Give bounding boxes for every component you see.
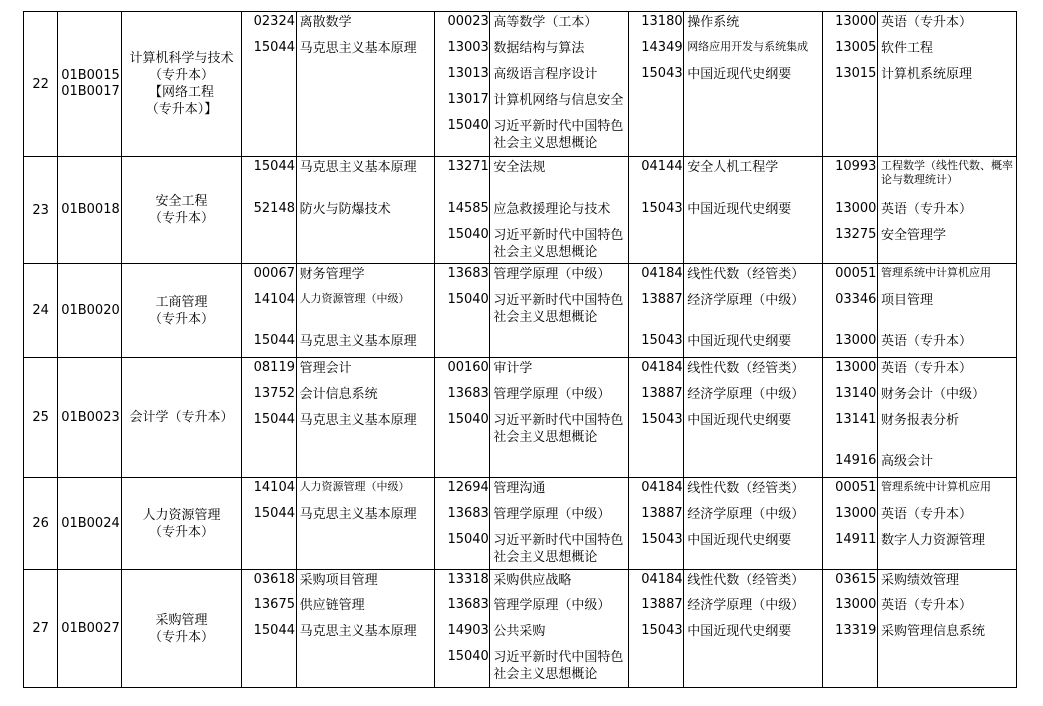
course-code: 15044 xyxy=(253,506,295,521)
course-name: 防火与防爆技术 xyxy=(299,202,391,217)
table-row xyxy=(24,12,1017,157)
course-code: 13683 xyxy=(447,266,489,281)
course-code: 00067 xyxy=(253,266,295,281)
major-name-line: 采购管理 xyxy=(155,612,208,628)
course-code: 15044 xyxy=(253,333,295,348)
course-name: 经济学原理（中级） xyxy=(687,387,805,402)
course-name-cell xyxy=(684,478,823,570)
major-code-cell xyxy=(58,12,122,157)
course-code: 15043 xyxy=(641,201,683,216)
course-code: 04184 xyxy=(641,572,683,587)
major-name-cell xyxy=(122,12,241,157)
course-code-cell xyxy=(823,157,878,264)
course-name: 中国近现代史纲要 xyxy=(687,334,792,349)
major-code: 01B0018 xyxy=(61,202,120,217)
course-name-cell xyxy=(684,570,823,688)
major-name-line: （专升本）】 xyxy=(145,102,218,117)
course-code-cell xyxy=(435,264,490,358)
course-name: 管理学原理（中级） xyxy=(493,507,611,522)
course-code: 13887 xyxy=(641,597,683,612)
major-name-cell xyxy=(122,358,241,478)
course-name: 管理沟通 xyxy=(493,481,546,496)
major-code-cell xyxy=(58,358,122,478)
course-name-cell xyxy=(490,12,629,157)
course-name: 项目管理 xyxy=(881,293,934,308)
course-code: 15043 xyxy=(641,66,683,81)
course-code-cell xyxy=(629,478,684,570)
course-code-cell xyxy=(823,478,878,570)
course-code: 03618 xyxy=(253,572,295,587)
course-code: 04184 xyxy=(641,360,683,375)
course-code: 15044 xyxy=(253,623,295,638)
course-name: 采购绩效管理 xyxy=(881,573,960,588)
course-name: 中国近现代史纲要 xyxy=(687,67,792,82)
course-code-cell xyxy=(435,157,490,264)
course-code: 14104 xyxy=(253,292,295,307)
course-name-cell xyxy=(878,157,1017,264)
course-code: 13887 xyxy=(641,506,683,521)
course-name: 马克思主义基本原理 xyxy=(299,160,417,175)
major-name-cell xyxy=(122,264,241,358)
course-name: 操作系统 xyxy=(687,15,740,30)
course-name: 管理会计 xyxy=(299,361,352,376)
course-code: 13005 xyxy=(835,40,877,55)
course-name: 管理学原理（中级） xyxy=(493,387,611,402)
course-name-cell xyxy=(684,264,823,358)
course-code: 13683 xyxy=(447,597,489,612)
major-name-line: （专升本） xyxy=(149,629,215,645)
course-code-cell xyxy=(823,358,878,478)
course-code: 04184 xyxy=(641,480,683,495)
course-name: 线性代数（经管类） xyxy=(687,481,805,496)
major-name-line: （专升本） xyxy=(149,68,215,83)
major-name-line: （专升本） xyxy=(149,211,215,226)
course-code: 08119 xyxy=(253,360,295,375)
course-name: 中国近现代史纲要 xyxy=(687,533,792,548)
curriculum-table xyxy=(23,11,1017,688)
table-row xyxy=(24,478,1017,570)
course-code: 14911 xyxy=(835,532,877,547)
course-name: 人力资源管理（中级） xyxy=(299,292,410,305)
course-name: 马克思主义基本原理 xyxy=(299,413,417,428)
course-name: 财务管理学 xyxy=(299,267,365,282)
course-code: 13000 xyxy=(835,506,877,521)
course-code: 13271 xyxy=(447,159,489,174)
course-code: 13887 xyxy=(641,292,683,307)
course-code-cell xyxy=(241,358,296,478)
course-name: 英语（专升本） xyxy=(881,361,973,376)
course-name: 管理学原理（中级） xyxy=(493,598,611,613)
row-number: 25 xyxy=(24,358,58,478)
course-code: 15043 xyxy=(641,532,683,547)
major-name-cell xyxy=(122,157,241,264)
course-name: 中国近现代史纲要 xyxy=(687,202,792,217)
course-name: 高等数学（工本） xyxy=(493,15,598,30)
course-name-cell xyxy=(296,478,435,570)
course-name: 英语（专升本） xyxy=(881,202,973,217)
course-code: 13000 xyxy=(835,14,877,29)
course-name: 英语（专升本） xyxy=(881,15,973,30)
course-code: 15044 xyxy=(253,40,295,55)
course-name: 习近平新时代中国特色社会主义思想概论 xyxy=(493,413,624,445)
course-name: 习近平新时代中国特色社会主义思想概论 xyxy=(493,533,624,565)
course-code: 13000 xyxy=(835,333,877,348)
course-name: 中国近现代史纲要 xyxy=(687,413,792,428)
course-name-cell xyxy=(490,478,629,570)
major-code: 01B0017 xyxy=(61,84,120,99)
course-code: 13319 xyxy=(835,623,877,638)
course-code-cell xyxy=(629,157,684,264)
course-code: 13141 xyxy=(835,412,877,427)
row-number: 22 xyxy=(24,12,58,157)
course-name: 管理学原理（中级） xyxy=(493,267,611,282)
course-code: 13013 xyxy=(447,66,489,81)
course-code-cell xyxy=(435,12,490,157)
course-code: 03615 xyxy=(835,572,877,587)
major-code-cell xyxy=(58,157,122,264)
course-name: 网络应用开发与系统集成 xyxy=(687,40,809,53)
course-name: 工程数学（线性代数、概率论与数理统计） xyxy=(881,159,1013,186)
course-name: 供应链管理 xyxy=(299,598,365,613)
course-code: 15043 xyxy=(641,412,683,427)
course-name-cell xyxy=(296,570,435,688)
course-code-cell xyxy=(241,157,296,264)
course-code: 13752 xyxy=(253,386,295,401)
course-name: 英语（专升本） xyxy=(881,334,973,349)
course-code: 13318 xyxy=(447,572,489,587)
course-name-cell xyxy=(684,12,823,157)
major-code: 01B0020 xyxy=(61,302,120,318)
course-name: 线性代数（经管类） xyxy=(687,361,805,376)
course-name: 习近平新时代中国特色社会主义思想概论 xyxy=(493,293,624,325)
course-name-cell xyxy=(490,570,629,688)
table-row xyxy=(24,157,1017,264)
course-code-cell xyxy=(629,264,684,358)
row-number: 27 xyxy=(24,570,58,688)
course-code: 00051 xyxy=(835,480,877,495)
course-name-cell xyxy=(878,12,1017,157)
course-code-cell xyxy=(629,570,684,688)
course-code: 03346 xyxy=(835,292,877,307)
course-code: 13180 xyxy=(641,14,683,29)
major-name-line: （专升本） xyxy=(149,311,215,327)
major-code-cell xyxy=(58,570,122,688)
course-code-cell xyxy=(241,570,296,688)
course-code: 12694 xyxy=(447,480,489,495)
course-code: 02324 xyxy=(253,14,295,29)
course-code: 15040 xyxy=(447,532,489,547)
course-code: 04184 xyxy=(641,266,683,281)
course-code: 15040 xyxy=(447,649,489,664)
course-name: 审计学 xyxy=(493,361,533,376)
course-name-cell xyxy=(296,264,435,358)
course-name: 高级会计 xyxy=(881,454,934,469)
course-code: 00051 xyxy=(835,266,877,281)
course-name-cell xyxy=(684,358,823,478)
course-name-cell xyxy=(296,157,435,264)
course-code: 13000 xyxy=(835,360,877,375)
table-row xyxy=(24,570,1017,688)
course-name: 软件工程 xyxy=(881,41,934,56)
course-name: 计算机网络与信息安全 xyxy=(493,93,624,108)
major-code: 01B0024 xyxy=(61,515,120,531)
major-name-cell xyxy=(122,478,241,570)
course-code: 14349 xyxy=(641,40,683,55)
course-code-cell xyxy=(435,478,490,570)
course-name: 马克思主义基本原理 xyxy=(299,507,417,522)
course-code-cell xyxy=(823,12,878,157)
course-code: 13887 xyxy=(641,386,683,401)
course-code-cell xyxy=(241,12,296,157)
course-name: 数字人力资源管理 xyxy=(881,533,986,548)
course-name-cell xyxy=(490,358,629,478)
course-code: 15044 xyxy=(253,412,295,427)
course-code: 15040 xyxy=(447,118,489,133)
course-code-cell xyxy=(629,12,684,157)
major-code: 01B0023 xyxy=(61,409,120,425)
course-name-cell xyxy=(296,358,435,478)
row-number: 24 xyxy=(24,264,58,358)
major-code: 01B0015 xyxy=(61,68,120,83)
course-name: 经济学原理（中级） xyxy=(687,507,805,522)
course-name-cell xyxy=(490,157,629,264)
course-name: 经济学原理（中级） xyxy=(687,293,805,308)
major-name-line: 计算机科学与技术 xyxy=(129,51,234,66)
course-name-cell xyxy=(296,12,435,157)
course-name: 离散数学 xyxy=(299,15,352,30)
course-code: 14585 xyxy=(447,201,489,216)
table-body xyxy=(24,12,1017,688)
course-code: 52148 xyxy=(253,201,295,216)
major-code-cell xyxy=(58,478,122,570)
course-name: 管理系统中计算机应用 xyxy=(881,266,991,279)
course-code-cell xyxy=(629,358,684,478)
major-name-line: 人力资源管理 xyxy=(142,507,221,523)
course-code: 13000 xyxy=(835,597,877,612)
course-name: 采购项目管理 xyxy=(299,573,378,588)
major-code-cell xyxy=(58,264,122,358)
table-row xyxy=(24,264,1017,358)
course-code: 00160 xyxy=(447,360,489,375)
course-code: 13003 xyxy=(447,40,489,55)
course-code: 13675 xyxy=(253,597,295,612)
course-code: 13000 xyxy=(835,201,877,216)
course-name: 管理系统中计算机应用 xyxy=(881,480,991,493)
row-number: 23 xyxy=(24,157,58,264)
course-name: 英语（专升本） xyxy=(881,598,973,613)
major-name-line: （专升本） xyxy=(149,524,215,540)
course-name: 计算机系统原理 xyxy=(881,67,973,82)
major-code: 01B0027 xyxy=(61,620,120,636)
course-name: 马克思主义基本原理 xyxy=(299,624,417,639)
course-code: 14104 xyxy=(253,480,295,495)
course-code-cell xyxy=(823,570,878,688)
course-name: 采购供应战略 xyxy=(493,573,572,588)
course-code: 00023 xyxy=(447,14,489,29)
course-code: 13275 xyxy=(835,227,877,242)
table-row xyxy=(24,358,1017,478)
course-name-cell xyxy=(490,264,629,358)
course-name: 安全管理学 xyxy=(881,228,947,243)
course-code-cell xyxy=(241,264,296,358)
course-name-cell xyxy=(878,264,1017,358)
course-name: 数据结构与算法 xyxy=(493,41,585,56)
major-name-line: 【网络工程 xyxy=(149,85,215,100)
course-code: 13140 xyxy=(835,386,877,401)
course-name: 财务报表分析 xyxy=(881,413,960,428)
course-name: 会计信息系统 xyxy=(299,387,378,402)
course-code-cell xyxy=(435,570,490,688)
course-name: 应急救援理论与技术 xyxy=(493,202,611,217)
course-code: 15043 xyxy=(641,623,683,638)
major-name-line: 安全工程 xyxy=(155,194,208,209)
course-name: 线性代数（经管类） xyxy=(687,267,805,282)
course-name: 习近平新时代中国特色社会主义思想概论 xyxy=(493,228,624,260)
course-code: 13683 xyxy=(447,386,489,401)
course-name-cell xyxy=(878,478,1017,570)
course-name: 英语（专升本） xyxy=(881,507,973,522)
course-name: 经济学原理（中级） xyxy=(687,598,805,613)
course-name: 安全人机工程学 xyxy=(687,160,779,175)
course-name: 习近平新时代中国特色社会主义思想概论 xyxy=(493,650,624,682)
course-name-cell xyxy=(878,358,1017,478)
course-name: 线性代数（经管类） xyxy=(687,573,805,588)
course-code: 13017 xyxy=(447,92,489,107)
course-name: 公共采购 xyxy=(493,624,546,639)
course-name: 习近平新时代中国特色社会主义思想概论 xyxy=(493,119,624,151)
major-name-line: 工商管理 xyxy=(155,294,208,310)
course-code: 13683 xyxy=(447,506,489,521)
course-name: 马克思主义基本原理 xyxy=(299,41,417,56)
course-code: 10993 xyxy=(835,159,877,174)
row-number: 26 xyxy=(24,478,58,570)
course-name: 采购管理信息系统 xyxy=(881,624,986,639)
major-name-line: 会计学（专升本） xyxy=(129,410,234,425)
course-code: 04144 xyxy=(641,159,683,174)
course-code: 13015 xyxy=(835,66,877,81)
major-name-cell xyxy=(122,570,241,688)
course-code: 15040 xyxy=(447,412,489,427)
course-name: 马克思主义基本原理 xyxy=(299,334,417,349)
course-code-cell xyxy=(435,358,490,478)
course-code: 15043 xyxy=(641,333,683,348)
course-code: 14916 xyxy=(835,453,877,468)
course-code-cell xyxy=(241,478,296,570)
course-name: 安全法规 xyxy=(493,160,546,175)
course-name: 中国近现代史纲要 xyxy=(687,624,792,639)
course-code: 14903 xyxy=(447,623,489,638)
course-code: 15044 xyxy=(253,159,295,174)
course-name: 人力资源管理（中级） xyxy=(299,480,410,493)
course-code: 15040 xyxy=(447,292,489,307)
course-code-cell xyxy=(823,264,878,358)
course-name: 财务会计（中级） xyxy=(881,387,986,402)
course-name-cell xyxy=(878,570,1017,688)
course-code: 15040 xyxy=(447,227,489,242)
course-name-cell xyxy=(684,157,823,264)
course-name: 高级语言程序设计 xyxy=(493,67,598,82)
